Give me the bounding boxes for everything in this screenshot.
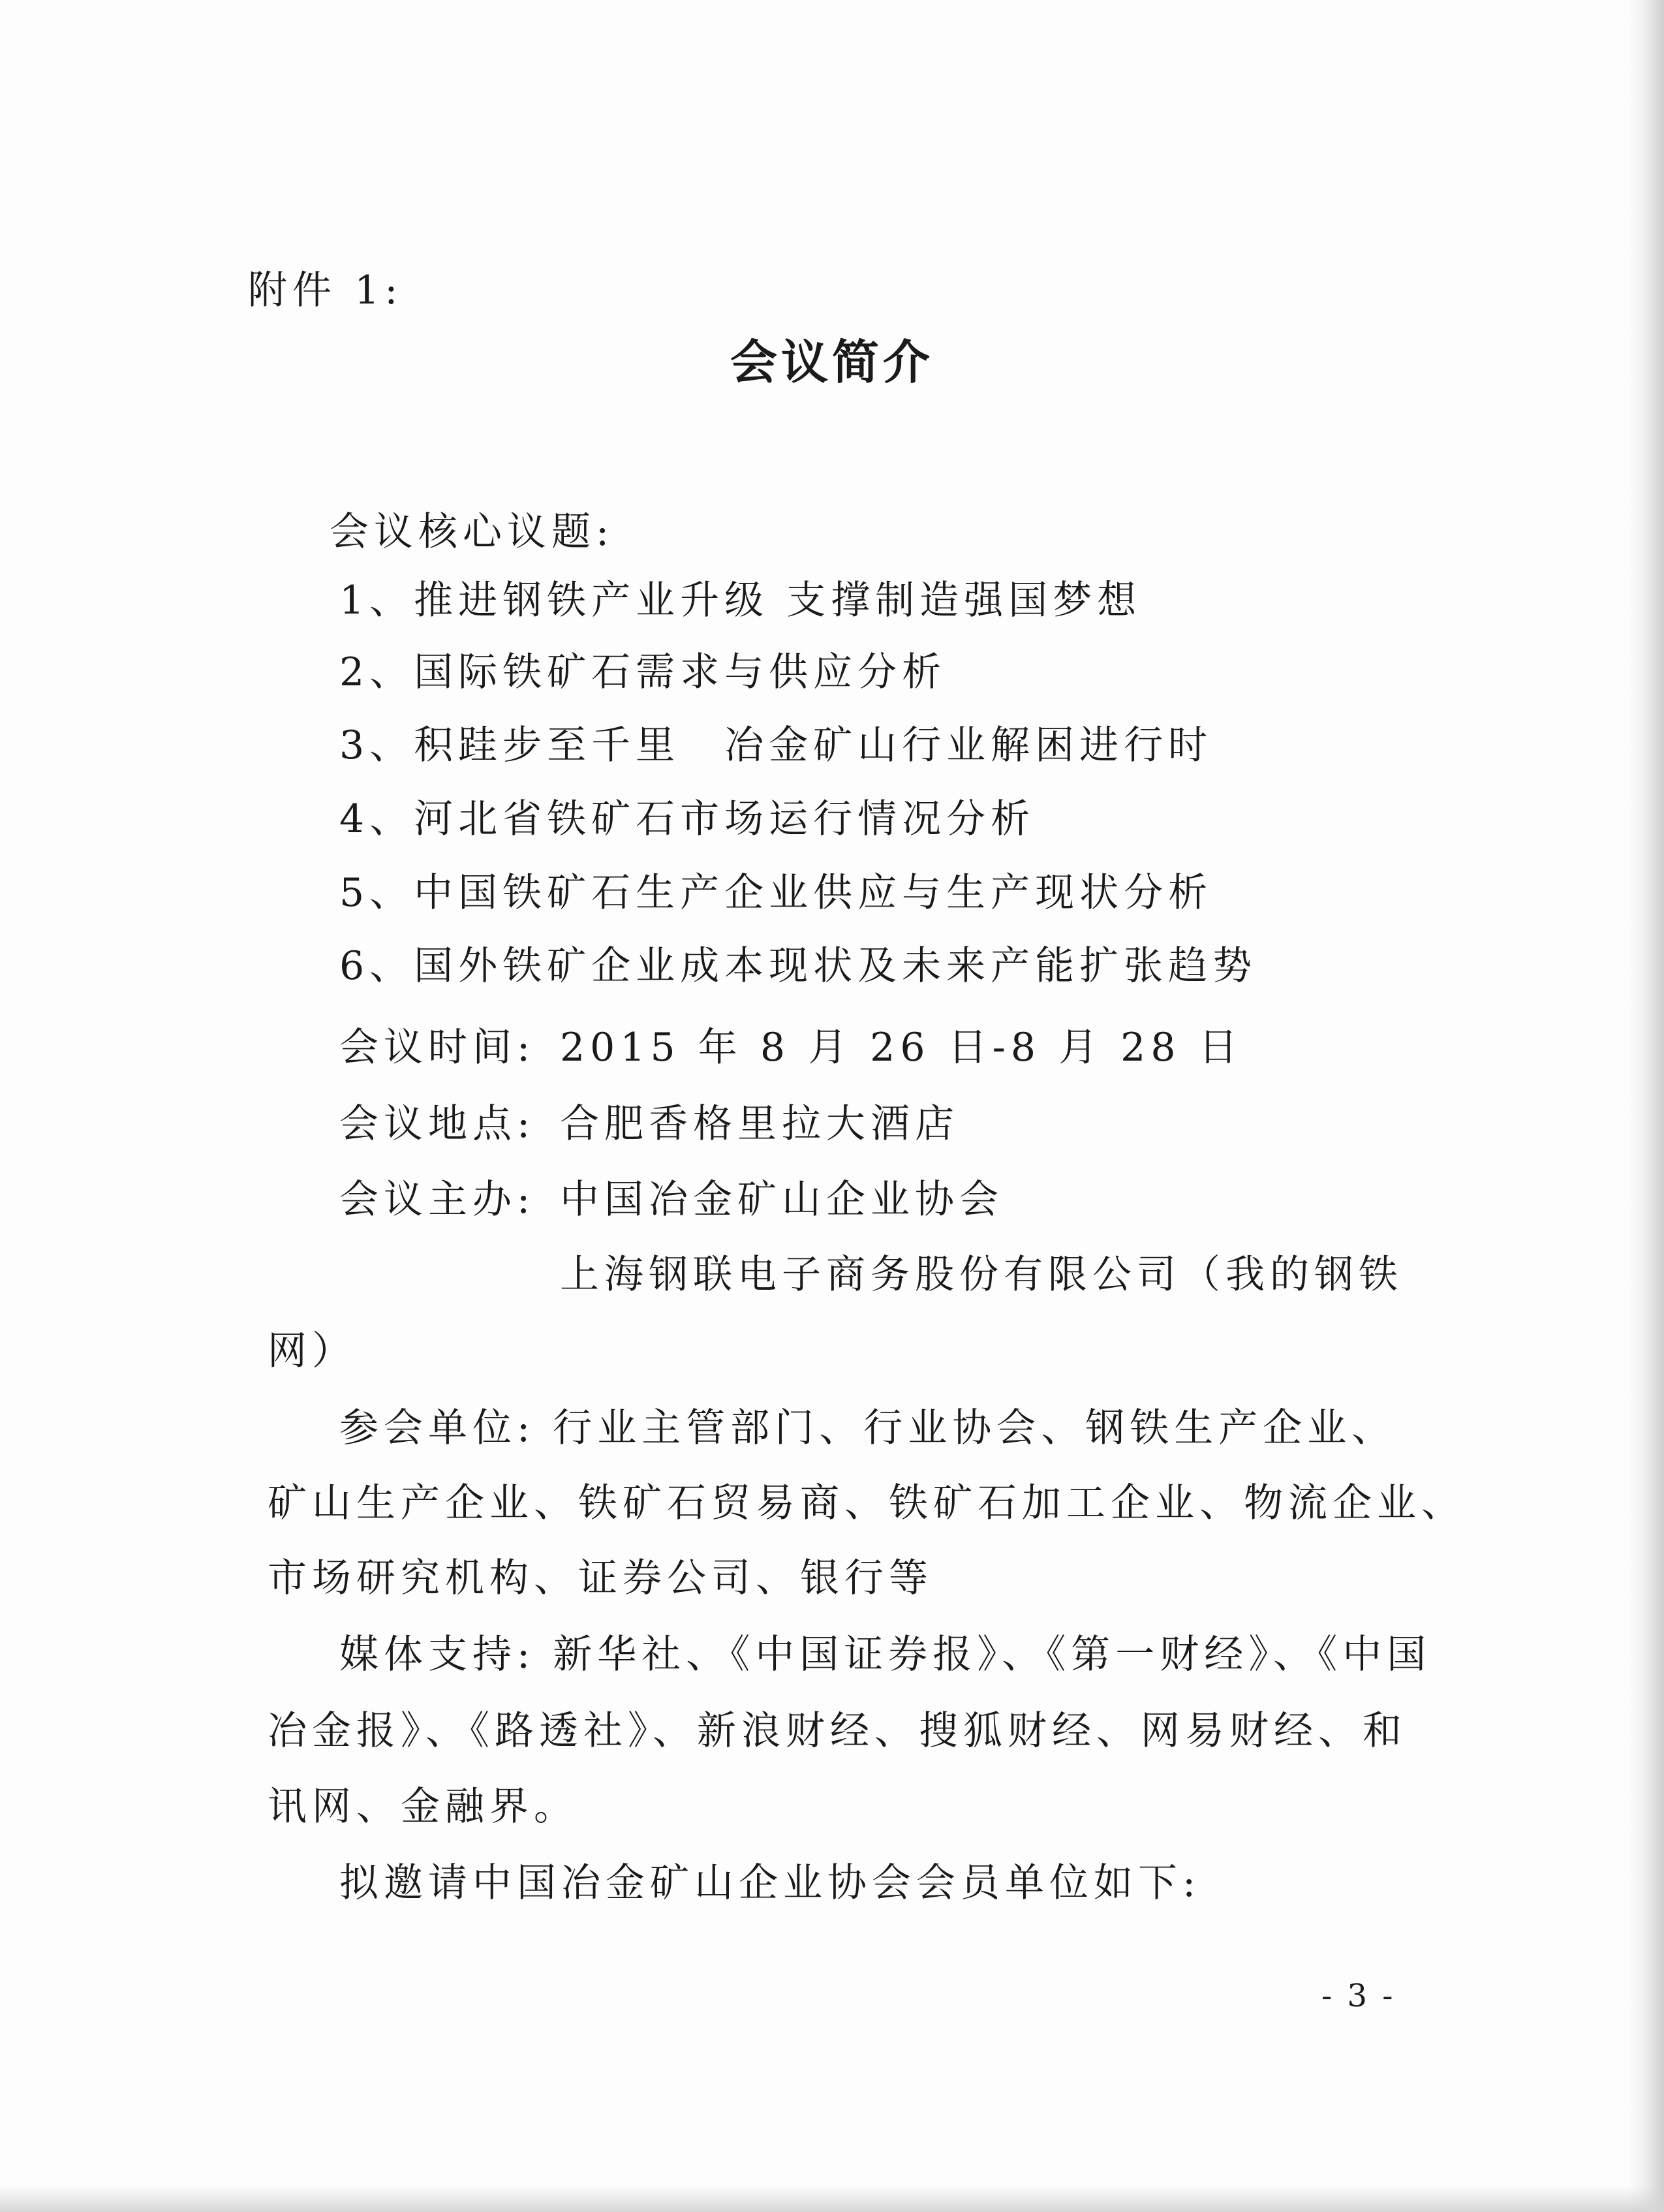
host-value-2: 上海钢联电子商务股份有限公司（我的钢铁: [560, 1252, 1403, 1298]
topics-heading: 会议核心议题:: [330, 509, 615, 555]
invite-line: 拟邀请中国冶金矿山企业协会会员单位如下:: [339, 1860, 1201, 1906]
scan-edge-bottom: [0, 2186, 1664, 2212]
topic-item: 5、中国铁矿石生产企业供应与生产现状分析: [339, 870, 1213, 916]
media-line-2: 冶金报》、《路透社》、新浪财经、搜狐财经、网易财经、和: [268, 1708, 1407, 1754]
time-label: 会议时间:: [339, 1025, 536, 1070]
participants-line-2: 矿山生产企业、铁矿石贸易商、铁矿石加工企业、物流企业、: [268, 1480, 1466, 1526]
venue-label: 会议地点:: [339, 1101, 536, 1147]
topic-item: 6、国外铁矿企业成本现状及未来产能扩张趋势: [339, 943, 1257, 989]
document-title: 会议简介: [730, 335, 934, 390]
host-value-2-wrap: 网）: [268, 1328, 356, 1374]
topic-item: 4、河北省铁矿石市场运行情况分析: [339, 796, 1036, 842]
topic-item: 3、积跬步至千里 冶金矿山行业解困进行时: [339, 723, 1213, 768]
participants-line-1: 参会单位: 行业主管部门、行业协会、钢铁生产企业、: [339, 1405, 1396, 1451]
venue-value: 合肥香格里拉大酒店: [560, 1101, 959, 1147]
host-label: 会议主办:: [339, 1177, 536, 1223]
media-line-1: 媒体支持: 新华社、《中国证券报》、《第一财经》、《中国: [339, 1632, 1432, 1677]
topic-item: 1、推进钢铁产业升级 支撑制造强国梦想: [339, 578, 1142, 623]
page-number: - 3 -: [1321, 1978, 1396, 2014]
scan-edge-right: [1628, 0, 1664, 2212]
topic-item: 2、国际铁矿石需求与供应分析: [339, 649, 947, 695]
time-value: 2015 年 8 月 26 日-8 月 28 日: [560, 1025, 1243, 1070]
attachment-label: 附件 1:: [248, 268, 403, 313]
participants-line-3: 市场研究机构、证券公司、银行等: [268, 1555, 933, 1601]
media-line-3: 讯网、金融界。: [268, 1784, 578, 1830]
host-value-1: 中国冶金矿山企业协会: [560, 1177, 1004, 1223]
